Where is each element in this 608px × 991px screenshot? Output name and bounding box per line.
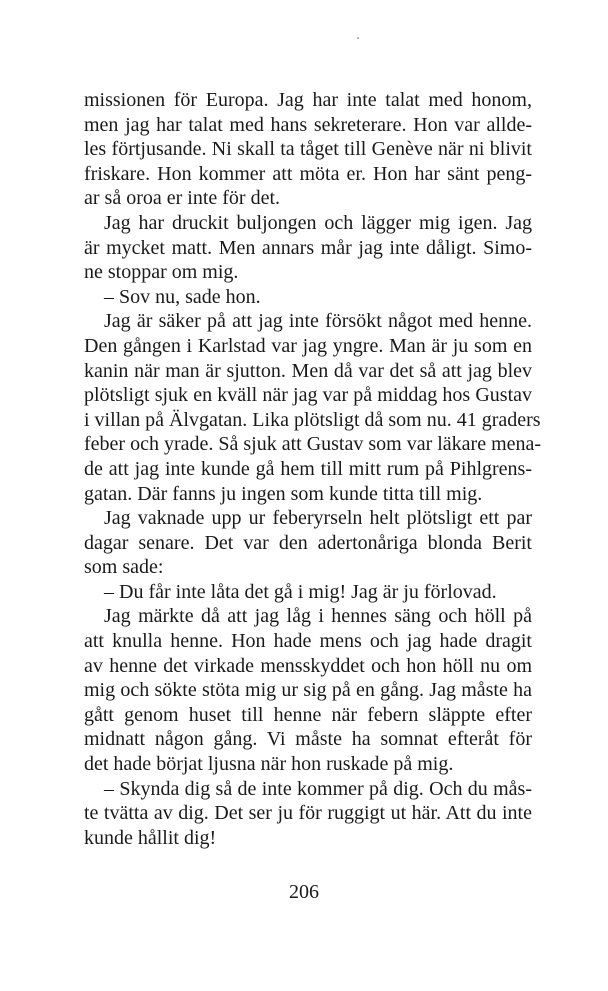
- text-line: missionen för Europa. Jag har inte talat med honom,: [84, 89, 532, 111]
- page-number: 206: [289, 881, 319, 903]
- text-line: gått genom huset till henne när febern släppte efter: [84, 703, 532, 726]
- text-line: te tvätta av dig. Det ser ju för ruggigt ut här. Att du inte: [84, 802, 532, 825]
- text-line: är mycket matt. Men annars mår jag inte dåligt. Simo-: [84, 236, 532, 259]
- text-line: – Du får inte låta det gå i mig! Jag är ju förlovad.: [104, 580, 497, 603]
- text-line: mig och sökte stöta mig ur sig på en gång. Jag måste ha: [84, 679, 532, 702]
- text-line: feber och yrade. Så sjuk att Gustav som var läkare mena-: [84, 433, 542, 456]
- text-line: kunde hållit dig!: [84, 826, 217, 849]
- text-line: de att jag inte kunde gå hem till mitt rum på Pihlgrens-: [84, 457, 532, 480]
- text-line: Den gången i Karlstad var jag yngre. Man är ju som en: [84, 334, 532, 357]
- text-line: les förtjusande. Ni skall ta tåget till Genève när ni blivit: [84, 138, 532, 161]
- body-text: [84, 88, 542, 850]
- text-line: det hade börjat ljusna när hon ruskade på mig.: [84, 753, 454, 776]
- text-line: friskare. Hon kommer att möta er. Hon har sänt peng-: [84, 162, 532, 185]
- text-line: ar så oroa er inte för det.: [84, 187, 281, 210]
- text-line: Jag märkte då att jag låg i hennes säng och höll på: [104, 605, 532, 628]
- text-line: midnatt någon gång. Vi måste ha somnat efteråt för: [84, 728, 532, 751]
- text-line: dagar senare. Det var den adertonåriga blonda Berit: [84, 531, 532, 554]
- text-line: kanin när man är sjutton. Men då var det så att jag blev: [84, 359, 532, 382]
- text-line: i villan på Älvgatan. Lika plötsligt då som nu. 41 graders: [84, 408, 541, 431]
- text-line: – Skynda dig så de inte kommer på dig. Och du mås-: [104, 777, 532, 800]
- text-line: av henne det virkade mensskyddet och hon höll nu om: [84, 654, 532, 677]
- text-line: som sade:: [84, 556, 164, 579]
- text-line: men jag har talat med hans sekreterare. Hon var allde-: [84, 113, 532, 136]
- text-line: – Sov nu, sade hon.: [104, 285, 261, 308]
- text-line: Jag vaknade upp ur feberyrseln helt plötsligt ett par: [104, 507, 532, 530]
- text-line: att knulla henne. Hon hade mens och jag hade dragit: [84, 630, 532, 653]
- text-line: ne stoppar om mig.: [84, 261, 239, 284]
- text-line: gatan. Där fanns ju ingen som kunde titta till mig.: [84, 482, 483, 505]
- text-line: Jag har druckit buljongen och lägger mig igen. Jag: [104, 211, 532, 234]
- text-line: Jag är säker på att jag inte försökt något med henne.: [104, 310, 532, 333]
- paper-speck: [357, 37, 359, 39]
- text-line: plötsligt sjuk en kväll när jag var på middag hos Gustav: [84, 384, 532, 407]
